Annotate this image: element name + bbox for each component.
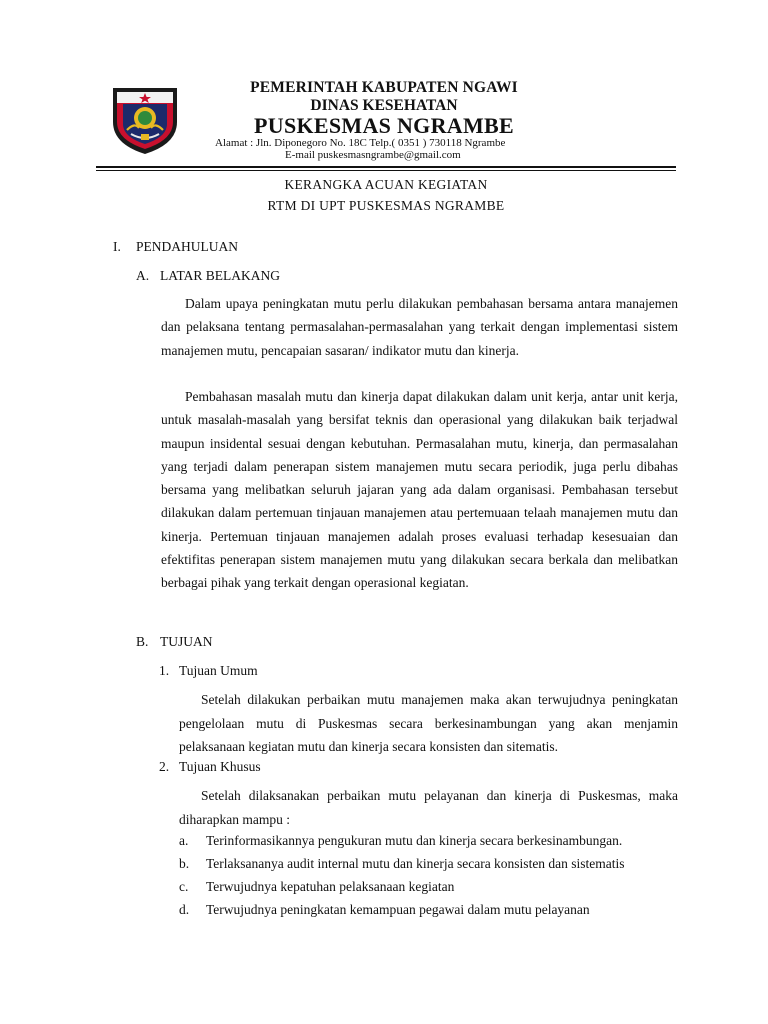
letterhead-divider [96,166,676,168]
list-item-text: Terwujudnya peningkatan kemampuan pegawai dalam mutu pelayanan [206,902,590,917]
letterhead-divider-thin [96,170,676,171]
paragraph: Pembahasan masalah mutu dan kinerja dapat dilakukan dalam unit kerja, antar unit kerja, untuk masalah-masalah yang bersifat teknis dan operasional yang dilakukan baik terjadwal maupun insidental sesuai dengan kebutuhan. Permasalahan mutu, kinerja, dan permasalahan yang terjadi dalam penerapan sistem manajemen mutu secara periodik, juga perlu dibahas bersama yang melibatkan seluruh jajaran yang ada dalam organisasi. Pembahasan tersebut dilakukan dalam pertemuan tinjauan manajemen atau pertemuaan telaah manajemen mutu dan kinerja. Pertemuan tinjauan manajemen adalah proses evaluasi terhadap kesesuaian dan efektifitas penerapan sistem manajemen mutu yang dilakukan secara berkala dan melibatkan berbagai pihak yang terkait dengan operasional kegiatan. [161,389,678,591]
paragraph: Setelah dilakukan perbaikan mutu manajemen maka akan terwujudnya peningkatan pengelolaan mutu di Puskesmas secara berkesinambungan yang akan menjamin pelaksanaan kegiatan mutu dan kinerja secara konsisten dan sitematis. [179,692,678,754]
subsection-heading: TUJUAN [160,634,213,649]
list-item-text: Terwujudnya kepatuhan pelaksanaan kegiatan [206,879,455,894]
subsection-heading: LATAR BELAKANG [160,268,281,283]
list-item-text: Terinformasikannya pengukuran mutu dan kinerja secara berkesinambungan. [206,833,623,848]
subsection-letter: A. [136,268,150,283]
list-item [179,833,678,849]
item-heading: Tujuan Umum [179,663,258,678]
list-item [179,856,678,872]
letterhead-address: Alamat : Jln. Diponegoro No. 18C Telp.( 0351 ) 730118 Ngrambe [215,137,506,149]
letterhead-email: E-mail puskesmasngrambe@gmail.com [285,149,461,161]
ngawi-regency-emblem-icon [111,82,179,156]
list-item-label: a. [179,833,189,848]
paragraph: Dalam upaya peningkatan mutu perlu dilakukan pembahasan bersama antara manajemen dan pelaksana tentang permasalahan-permasalahan yang terkait dengan implementasi sistem manajemen mutu, pencapaian sasaran/ indikator mutu dan kinerja. [161,296,678,358]
list-item [179,879,678,895]
item-number: 2. [159,759,170,774]
paragraph: Setelah dilaksanakan perbaikan mutu pelayanan dan kinerja di Puskesmas, maka diharapkan mampu : [179,788,678,827]
list-item-label: b. [179,856,190,871]
letterhead-government: PEMERINTAH KABUPATEN NGAWI [250,79,518,96]
document-subtitle: RTM DI UPT PUSKESMAS NGRAMBE [267,198,505,213]
letterhead-institution: PUSKESMAS NGRAMBE [254,113,514,138]
subsection-letter: B. [136,634,149,649]
section-number: I. [113,239,121,254]
list-item-label: c. [179,879,189,894]
list-item-text: Terlaksananya audit internal mutu dan kinerja secara konsisten dan sistematis [206,856,625,871]
item-heading: Tujuan Khusus [179,759,261,774]
item-number: 1. [159,663,170,678]
list-item [179,902,678,918]
section-heading: PENDAHULUAN [136,239,238,254]
letterhead-department: DINAS KESEHATAN [310,97,458,114]
list-item-label: d. [179,902,190,917]
document-title: KERANGKA ACUAN KEGIATAN [284,177,488,192]
